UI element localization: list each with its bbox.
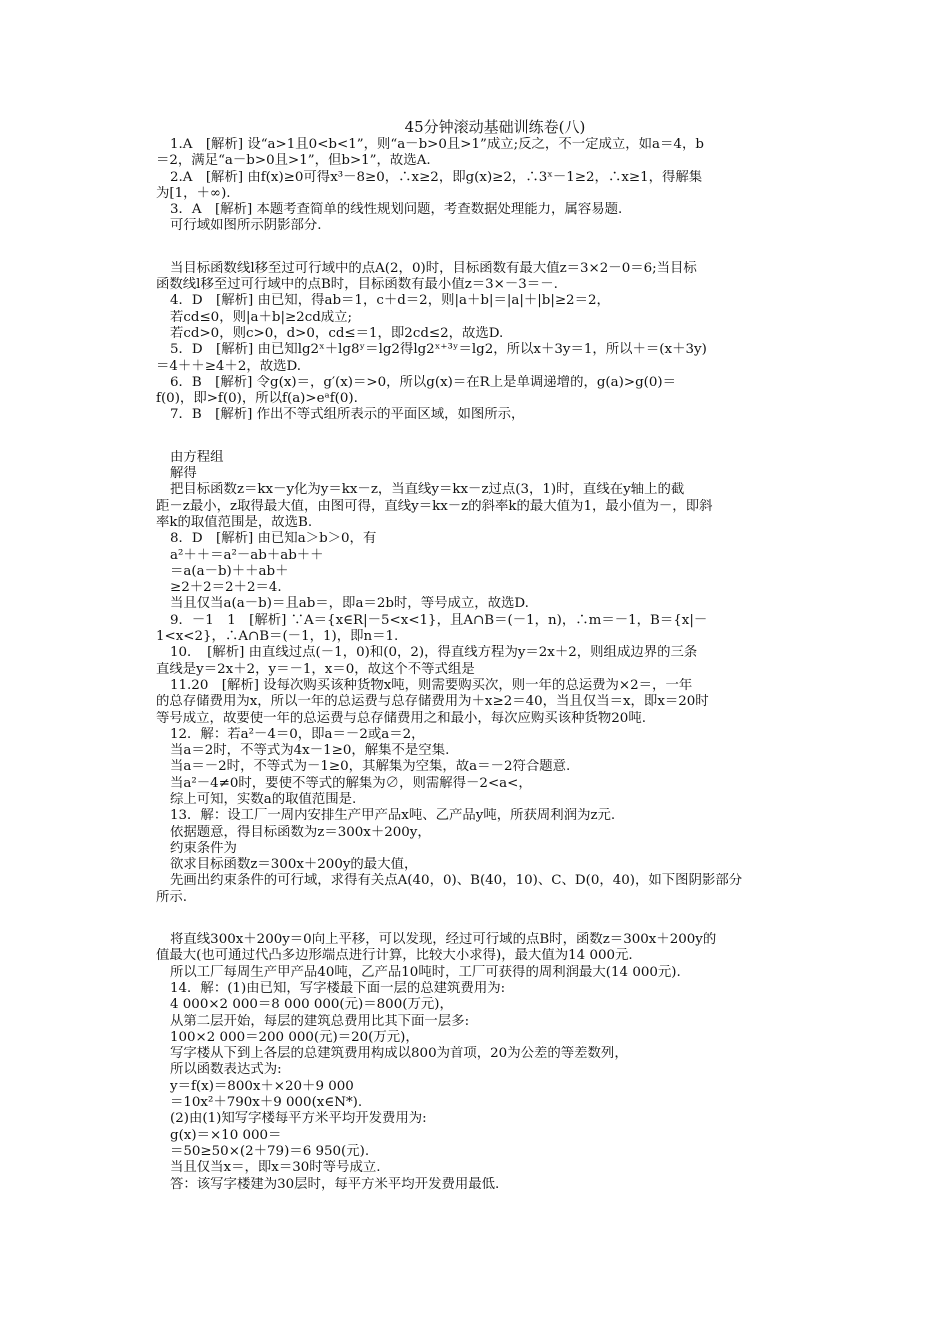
text-line: 1<x<2}，∴A∩B＝(－1，1)，即n＝1.: [156, 629, 399, 645]
text-line: 距－z最小，z取得最大值，由图可得，直线y＝kx－z的斜率k的最大值为1，最小值为－，即斜: [156, 498, 713, 514]
text-line: ＝10x²＋790x＋9 000(x∈N*).: [170, 1095, 363, 1111]
text-line: 1.A [解析] 设“a>1且0<b<1”，则“a－b>0且>1”成立;反之，不一定成立，如a＝4，b: [170, 137, 704, 152]
text-line: 约束条件为: [170, 840, 237, 856]
text-line: 的总存储费用为x，所以一年的总运费与总存储费用为＋x≥2＝40，当且仅当＝x，即x＝20时: [156, 694, 709, 710]
text-line: 综上可知，实数a的取值范围是.: [170, 791, 357, 807]
text-line: 从第二层开始，每层的建筑总费用比其下面一层多:: [170, 1013, 470, 1029]
text-line: 100×2 000＝200 000(元)＝20(万元)，: [170, 1029, 419, 1045]
text-line: y＝f(x)＝800x＋×20＋9 000: [170, 1078, 354, 1094]
text-line: 7．B [解析] 作出不等式组所表示的平面区域，如图所示，: [170, 407, 525, 423]
text-line: 若cd>0，则c>0，d>0，cd≤＝1，即2cd≤2，故选D.: [170, 325, 504, 341]
text-line: 2.A [解析] 由f(x)≥0可得x³－8≥0，∴x≥2，即g(x)≥2，∴3ˣ－1≥2，∴x≥1，得解集: [170, 169, 703, 185]
text-line: 函数线l移至过可行域中的点B时，目标函数有最小值z＝3×－3＝－.: [156, 277, 558, 293]
text-line: 欲求目标函数z＝300x＋200y的最大值，: [170, 857, 418, 873]
text-line: ＝50≥50×(2＋79)＝6 950(元).: [170, 1143, 370, 1159]
text-line: 12．解：若a²－4＝0，即a＝－2或a＝2，: [170, 726, 425, 742]
document-page: [156, 118, 820, 1193]
text-line: ＝a(a－b)＋＋ab＋: [170, 563, 289, 579]
text-line: 由方程组: [170, 449, 224, 465]
text-line: 可行域如图所示阴影部分.: [170, 218, 322, 234]
text-line: 答：该写字楼建为30层时，每平方米平均开发费用最低.: [170, 1176, 500, 1192]
text-line: 把目标函数z＝kx－y化为y＝kx－z，当直线y＝kx－z过点(3，1)时，直线在y轴上的截: [170, 482, 685, 498]
blank-line: [170, 235, 820, 261]
text-line: 当目标函数线l移至过可行域中的点A(2，0)时，目标函数有最大值z＝3×2－0＝6;当目标: [170, 260, 697, 276]
text-line: 写字楼从下到上各层的总建筑费用构成以800为首项，20为公差的等差数列，: [170, 1046, 628, 1062]
text-line: 所以函数表达式为:: [170, 1062, 282, 1078]
text-line: 14．解：(1)由已知，写字楼最下面一层的总建筑费用为:: [170, 980, 506, 996]
text-line: g(x)＝×10 000＝: [170, 1127, 282, 1143]
text-line: 9．－1 1 [解析] ∵A＝{x∈R|－5<x<1}，且A∩B＝(－1，n)，∴m＝－1，B＝{x|－: [170, 612, 708, 628]
text-line: ＝4＋＋≥4＋2，故选D.: [156, 358, 302, 374]
text-line: 等号成立，故要使一年的总运费与总存储费用之和最小，每次应购买该种货物20吨.: [156, 710, 646, 726]
text-line: 将直线300x＋200y＝0向上平移，可以发现，经过可行域的点B时，函数z＝300x＋200y的: [170, 932, 717, 948]
text-line: 当a²－4≠0时，要使不等式的解集为∅，则需解得－2<a<，: [170, 775, 532, 791]
text-line: 5．D [解析] 由已知lg2ˣ＋lg8ʸ＝lg2得lg2ˣ⁺³ʸ＝lg2，所以x＋3y＝1，所以＋＝(x＋3y): [170, 342, 707, 358]
text-line: 先画出约束条件的可行域，求得有关点A(40，0)、B(40，10)、C、D(0，40)，如下图阴影部分: [170, 873, 743, 889]
text-line: 当且仅当a(a－b)＝且ab＝，即a＝2b时，等号成立，故选D.: [170, 596, 529, 612]
text-line: 所示.: [156, 889, 188, 905]
text-line: 4．D [解析] 由已知，得ab＝1，c＋d＝2，则|a＋b|＝|a|＋|b|≥2＝2，: [170, 293, 610, 309]
text-line: 3．A [解析] 本题考查简单的线性规划问题，考查数据处理能力，属容易题.: [170, 202, 623, 218]
text-line: 8．D [解析] 由已知a＞b＞0，有: [170, 531, 377, 547]
blank-line: [170, 424, 820, 450]
text-line: 13．解：设工厂一周内安排生产甲产品x吨、乙产品y吨，所获周利润为z元.: [170, 808, 616, 824]
text-line: 若cd≤0，则|a＋b|≥2cd成立;: [170, 309, 353, 325]
text-line: 10． [解析] 由直线过点(－1，0)和(0，2)，得直线方程为y＝2x＋2，则组成边界的三条: [170, 645, 698, 661]
text-line: ≥2＋2＝2＋2＝4.: [170, 580, 282, 596]
text-line: a²＋＋＝a²－ab＋ab＋＋: [170, 547, 324, 563]
text-line: (2)由(1)知写字楼每平方米平均开发费用为:: [170, 1111, 427, 1127]
text-line: 值最大(也可通过代凸多边形端点进行计算，比较大小求得)，最大值为14 000元.: [156, 948, 633, 964]
document-body: [156, 137, 820, 1193]
text-line: f(0)，即>f(0)，所以f(a)>eᵃf(0).: [156, 391, 358, 407]
text-line: 当且仅当x＝，即x＝30时等号成立.: [170, 1160, 381, 1176]
document-title: 45分钟滚动基础训练卷(八): [404, 118, 586, 136]
text-line: 解得: [170, 466, 197, 482]
text-line: 所以工厂每周生产甲产品40吨，乙产品10吨时，工厂可获得的周利润最大(14 000元).: [170, 964, 681, 980]
text-line: 率k的取值范围是，故选B.: [156, 514, 313, 530]
text-line: 当a＝2时，不等式为4x－1≥0，解集不是空集.: [170, 743, 450, 759]
text-line: 为[1，＋∞).: [156, 185, 231, 201]
text-line: 6．B [解析] 令g(x)＝，g′(x)＝>0，所以g(x)＝在R上是单调递增的，g(a)>g(0)＝: [170, 374, 676, 390]
text-line: ＝2，满足“a－b>0且>1”，但b>1”，故选A.: [156, 153, 431, 169]
text-line: 直线是y＝2x＋2，y＝－1，x＝0，故这个不等式组是: [156, 661, 475, 677]
text-line: 4 000×2 000＝8 000 000(元)＝800(万元)，: [170, 997, 453, 1013]
text-line: 依据题意，得目标函数为z＝300x＋200y，: [170, 824, 431, 840]
text-line: 当a＝－2时，不等式为－1≥0，其解集为空集，故a＝－2符合题意.: [170, 759, 571, 775]
text-line: 11.20 [解析] 设每次购买该种货物x吨，则需要购买次，则一年的总运费为×2＝，一年: [170, 677, 693, 693]
blank-line: [170, 906, 820, 932]
